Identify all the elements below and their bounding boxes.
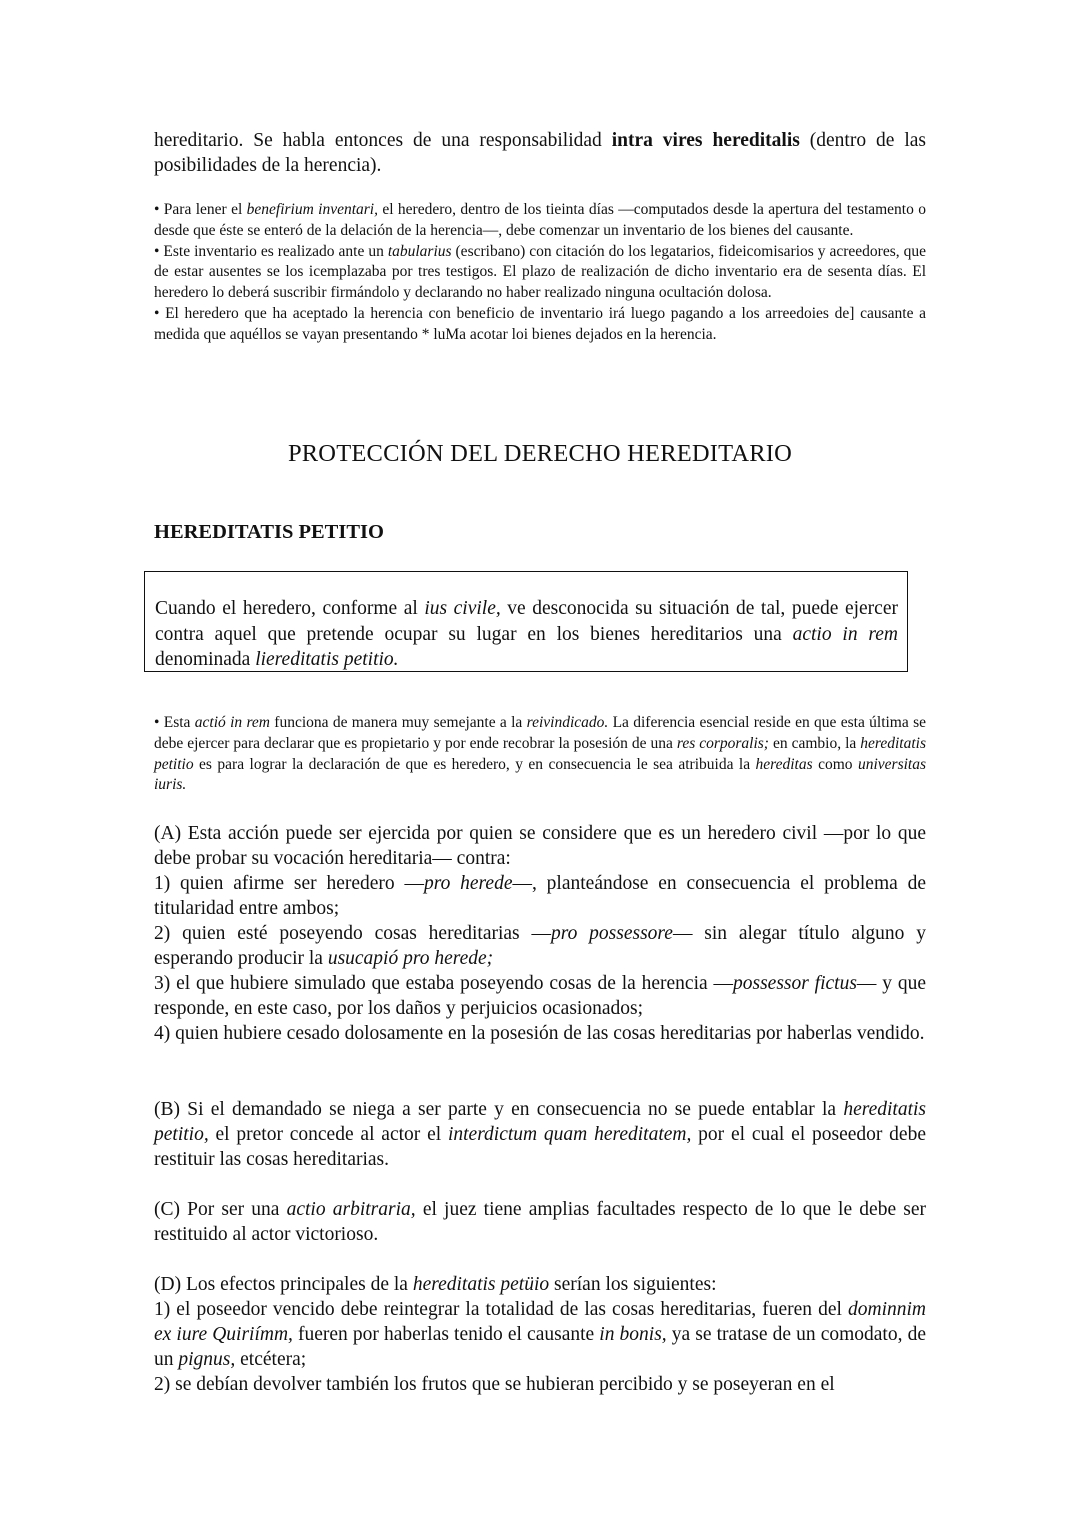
box-text: Cuando el heredero, conforme al xyxy=(155,598,425,619)
section-d-item-1 xyxy=(154,1297,926,1372)
para-text: serían los siguientes: xyxy=(549,1274,717,1295)
section-a-item-3 xyxy=(154,971,926,1021)
intro-text: (dentro de las posibilidades de la herencia). xyxy=(154,130,926,176)
bullet-italic: benefirium inventari, xyxy=(246,201,378,218)
section-subtitle: HEREDITATIS PETITIO xyxy=(154,521,384,543)
document-page xyxy=(154,128,927,1395)
intro-text: hereditario. Se habla entonces de una responsabilidad xyxy=(154,130,612,151)
para-text: (D) Los efectos principales de la xyxy=(154,1274,413,1295)
item-italic: possessor fictus xyxy=(732,973,857,994)
section-a-item-2 xyxy=(154,921,926,971)
intro-paragraph xyxy=(154,128,926,178)
item-text: — y que responde, en este caso, por los daños y perjuicios ocasionados; xyxy=(154,973,926,1019)
item-text: fueren por haberlas tenido el causante xyxy=(292,1324,600,1345)
section-b xyxy=(154,1097,926,1172)
box-text: ve desconocida su situación de tal, puede ejercer contra aquel que pretende ocupar su lugar en los bienes hereditarios una xyxy=(155,598,898,645)
definition-text xyxy=(155,596,898,673)
section-a xyxy=(154,821,926,1046)
section-a-item-1 xyxy=(154,871,926,921)
item-text: etcétera; xyxy=(235,1349,307,1370)
note-italic: res corporalis; xyxy=(676,734,769,752)
box-italic: liereditatis petitio. xyxy=(255,649,399,670)
note-italic: universitas iuris. xyxy=(154,755,927,794)
note-text: es para lograr la declaración de que es heredero, y en consecuencia le sea atribuida la xyxy=(193,755,756,773)
definition-box xyxy=(144,571,908,672)
bullet-text: • Este inventario es realizado ante un xyxy=(154,242,388,260)
para-text: por el cual el poseedor debe restituir las cosas hereditarias. xyxy=(154,1124,926,1170)
item-text: — sin alegar título alguno y esperando producir la xyxy=(154,923,926,969)
para-text: (B) Si el demandado se niega a ser parte y en consecuencia no se puede entablar la xyxy=(154,1099,844,1120)
item-italic: dominnim ex iure Quiriímm, xyxy=(154,1299,926,1345)
para-italic: hereditatis petitio, xyxy=(154,1099,926,1145)
note-italic: actió in rem xyxy=(194,714,270,731)
note-italic: hereditatis petitio xyxy=(154,734,926,773)
para-italic: hereditatis petüio xyxy=(412,1274,550,1295)
note-text: • Esta xyxy=(154,714,195,731)
item-italic: pro possessore xyxy=(550,923,673,944)
item-text: 1) el poseedor vencido debe reintegrar la totalidad de las cosas hereditarias, fueren del xyxy=(154,1299,848,1320)
section-a-item-4: 4) quien hubiere cesado dolosamente en la posesión de las cosas hereditarias por haberlas vendido. xyxy=(154,1023,925,1044)
box-italic: ius civile, xyxy=(424,598,501,619)
intro-bold-term: intra vires hereditalis xyxy=(611,130,800,151)
note-text: La diferencia esencial reside en que esta última se debe ejercer para declarar que es propietario y por ende recobrar la posesión de una xyxy=(154,714,926,752)
para-text: el pretor concede al actor el xyxy=(208,1124,448,1145)
bullet-text: (escribano) con citación do los legatarios, fideicomisarios y acreedores, que de estar ausentes se los icemplazaba por tres testigos. El plazo de realización de dicho inventario era de sesenta días. El heredero lo deberá suscribir firmándolo y declarando no haber realizado ninguna ocultación dolosa. xyxy=(154,242,926,302)
item-text: 3) el que hubiere simulado que estaba poseyendo cosas de la herencia — xyxy=(154,973,733,994)
para-italic: actio arbitraria, xyxy=(286,1199,416,1220)
note-italic: reivindicado. xyxy=(526,714,609,731)
note-text: como xyxy=(812,755,858,773)
para-text: el juez tiene amplias facultades respecto de lo que le debe ser restituido al actor victorioso. xyxy=(154,1199,926,1245)
box-italic: actio in rem xyxy=(792,623,898,645)
item-text: 2) quien esté poseyendo cosas hereditarias — xyxy=(154,923,551,944)
section-c xyxy=(154,1197,926,1247)
bullet-text: • Para lener el xyxy=(154,201,247,218)
box-text: denominada xyxy=(155,649,256,670)
bullet-text: • El heredero que ha aceptado la herencia con beneficio de inventario irá luego pagando a los arreedoies de] causante a medida que aquéllos se vayan presentando * luMa acotar loi bienes dejados en la herencia. xyxy=(154,304,926,343)
bullet-list xyxy=(154,200,926,346)
bullet-item xyxy=(154,242,926,304)
item-italic: in bonis, xyxy=(599,1324,667,1345)
note-italic: hereditas xyxy=(755,755,813,773)
note-text: funciona de manera muy semejante a la xyxy=(269,714,527,731)
bullet-text: el heredero, dentro de los tieinta días —computados desde la apertura del testamento o desde que éste se enteró de la delación de la herencia—, debe comenzar un inventario de los bienes del causante. xyxy=(154,201,926,239)
section-a-heading: (A) Esta acción puede ser ejercida por quien se considere que es un heredero civil —por lo que debe probar su vocación hereditaria— contra: xyxy=(154,823,926,869)
bullet-item xyxy=(154,200,926,242)
item-italic: usucapió pro herede; xyxy=(327,948,494,969)
section-b-paragraph xyxy=(154,1097,926,1172)
section-d-item-2: 2) se debían devolver también los frutos que se hubieran percibido y se poseyeran en el xyxy=(154,1374,835,1395)
item-italic: pignus, xyxy=(178,1349,236,1370)
bullet-item xyxy=(154,304,926,346)
item-text: 1) quien afirme ser heredero — xyxy=(154,873,424,894)
note-paragraph xyxy=(154,713,926,796)
item-text: ya se tratase de un comodato, de un xyxy=(154,1324,926,1370)
note-text: en cambio, la xyxy=(768,734,861,752)
para-text: (C) Por ser una xyxy=(154,1199,287,1220)
item-text: —, planteándose en consecuencia el problema de titularidad entre ambos; xyxy=(154,873,926,919)
section-c-paragraph xyxy=(154,1197,926,1247)
section-d-heading xyxy=(154,1272,926,1297)
bullet-italic: tabularius xyxy=(387,242,452,260)
item-italic: pro herede xyxy=(423,873,513,894)
section-d xyxy=(154,1272,926,1397)
para-italic: interdictum quam hereditatem, xyxy=(447,1124,692,1145)
section-title: PROTECCIÓN DEL DERECHO HEREDITARIO xyxy=(287,440,793,467)
